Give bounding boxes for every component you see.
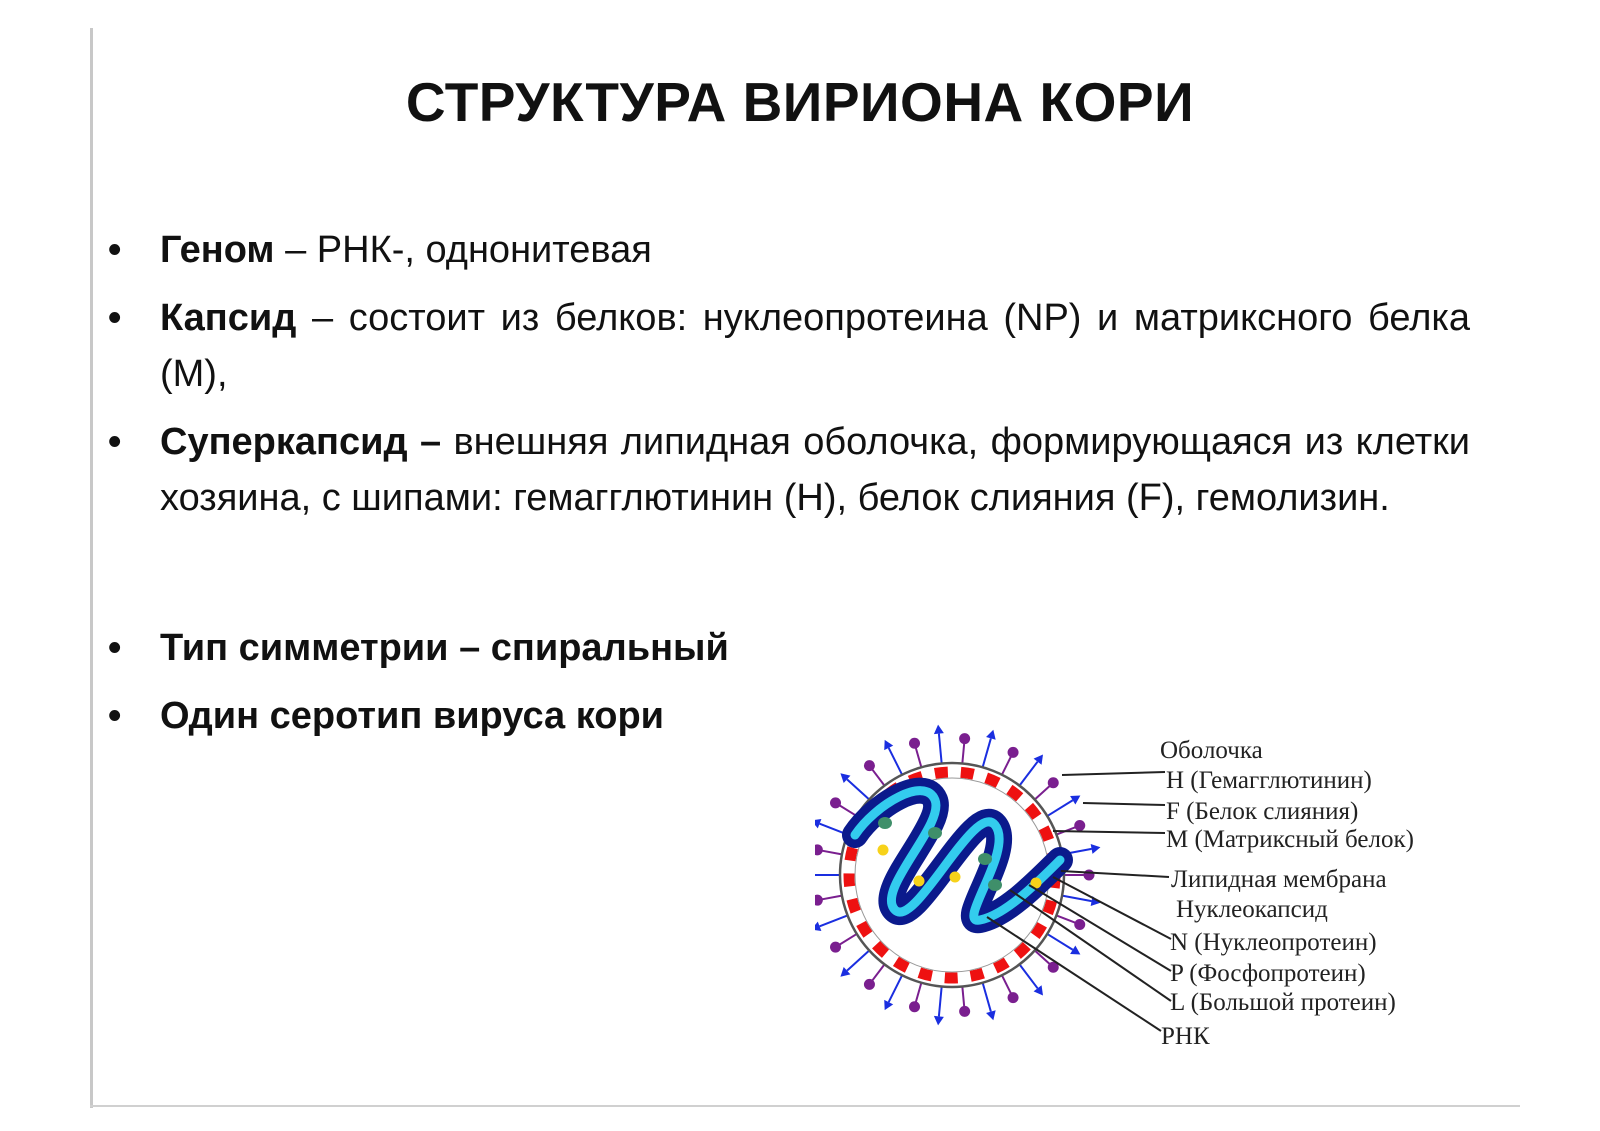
bullet-dot: • [108,627,122,669]
label-nucleoprotein: N (Нуклеопротеин) [1170,929,1377,956]
bullet-term: Тип симметрии – спиральный [160,627,729,669]
bullet-dot: • [108,297,122,339]
hemagglutinin-spike [986,1010,996,1020]
spike-stem [939,987,942,1017]
hemagglutinin-spike [986,730,996,740]
large-protein-dot [988,879,1002,891]
spike-stem [847,779,869,799]
spike-stem [939,734,942,764]
fusion-protein-spike [864,979,875,990]
label-phosphoprotein: P (Фосфопротеин) [1170,960,1366,987]
spike-stem [1019,964,1037,988]
label-envelope: Оболочка [1160,737,1263,764]
fusion-protein-spike [1074,820,1085,831]
label-rna: РНК [1161,1023,1210,1050]
spike-stem [847,950,869,970]
bullet-term: Суперкапсид – [160,421,442,463]
hemagglutinin-spike [1091,844,1101,854]
virion-illustration [815,705,1495,1105]
bullet-text: – РНК-, однонитевая [274,229,652,271]
bullet-term: Один серотип вируса кори [160,695,665,737]
spike-stem [1019,762,1037,786]
large-protein-dot [878,817,892,829]
fusion-protein-spike [815,844,823,855]
bullet-term: Геном [160,229,275,271]
page-title: СТРУКТУРА ВИРИОНА КОРИ [405,71,1195,133]
bullet-capsid [108,290,1470,402]
label-matrix-protein: M (Матриксный белок) [1166,826,1414,853]
phosphoprotein-dot [878,845,889,856]
bullet-list [108,222,1470,756]
spike-stem [1062,896,1091,902]
fusion-protein-spike [1008,747,1019,758]
hemagglutinin-spike [934,1016,944,1025]
large-protein-dot [978,853,992,865]
spike-stem [1047,800,1073,816]
leader-line [1062,772,1165,775]
slide-bottom-border [90,1105,1520,1107]
label-fusion-protein: F (Белок слияния) [1166,798,1359,825]
fusion-protein-spike [830,797,841,808]
hemagglutinin-spike [1034,985,1043,995]
label-nucleocapsid: Нуклеокапсид [1176,896,1328,923]
leader-line [1053,877,1171,939]
fusion-protein-spike [864,760,875,771]
bullet-dot: • [108,421,122,463]
phosphoprotein-dot [950,872,961,883]
leader-line [1053,831,1165,833]
bullet-genome [108,222,1470,278]
bullet-text: – состоит из белков: нуклеопротеина (NP) и матриксного белка (M), [160,297,1470,395]
label-large-protein: L (Большой протеин) [1170,989,1396,1016]
bullet-dot: • [108,695,122,737]
spike-stem [1047,934,1073,950]
leader-line [1083,803,1165,805]
label-hemagglutinin: H (Гемагглютинин) [1166,767,1372,794]
bullet-text: внешняя липидная оболочка, формирующаяся из клетки хозяина, с шипами: гемагглютинин (H), белок слияния (F), гемолизин. [160,421,1470,519]
label-lipid-membrane: Липидная мембрана [1171,866,1387,893]
spike-stem [889,975,902,1002]
phosphoprotein-dot [914,876,925,887]
fusion-protein-spike [815,895,823,906]
large-protein-dot [928,827,942,839]
spike-stem [983,983,991,1012]
hemagglutinin-spike [1034,754,1043,764]
bullet-term: Капсид [160,297,297,339]
spike-stem [889,748,902,775]
fusion-protein-spike [909,1001,920,1012]
fusion-protein-spike [909,738,920,749]
slide-left-border [90,28,93,1108]
fusion-protein-spike [830,942,841,953]
fusion-protein-spike [959,733,970,744]
fusion-protein-spike [1074,919,1085,930]
virion-diagram [815,705,1495,1105]
fusion-protein-spike [1084,870,1095,881]
bullet-dot: • [108,229,122,271]
hemagglutinin-spike [934,725,944,734]
bullet-symmetry [108,620,1470,676]
spacer [108,538,1470,620]
fusion-protein-spike [959,1006,970,1017]
fusion-protein-spike [1008,992,1019,1003]
fusion-protein-spike [1048,777,1059,788]
bullet-supercapsid [108,414,1470,526]
spike-stem [820,915,848,926]
spike-stem [983,738,991,767]
